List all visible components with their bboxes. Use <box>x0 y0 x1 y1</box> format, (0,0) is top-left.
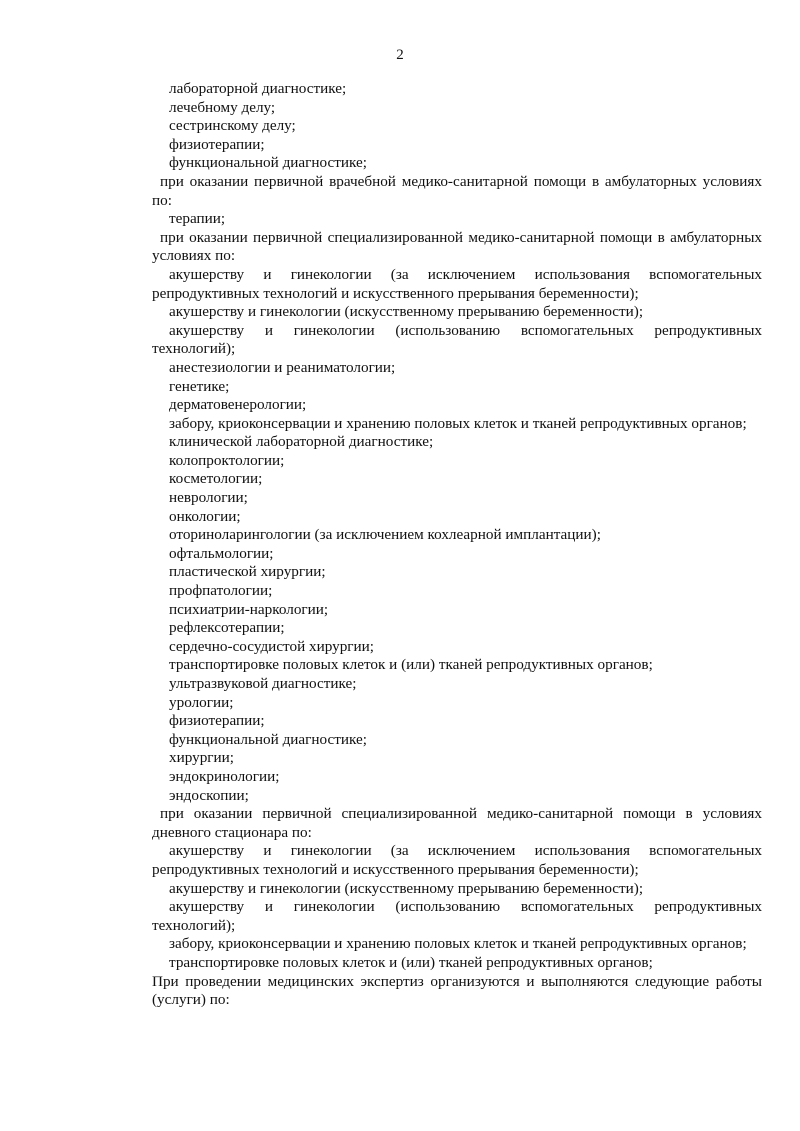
list-item: акушерству и гинекологии (искусственному прерыванию беременности); <box>169 879 644 897</box>
section-intro: при оказании первичной врачебной медико-санитарной помощи в амбулаторных условиях по: <box>152 172 762 209</box>
list-item: забору, криоконсервации и хранению половых клеток и тканей репродуктивных органов; <box>169 414 747 432</box>
list-item: психиатрии-наркологии; <box>169 600 329 618</box>
section-intro: при оказании первичной специализированной медико-санитарной помощи в условиях дневного стационара по: <box>152 805 762 841</box>
list-item: хирургии; <box>169 749 235 767</box>
list-item: функциональной диагностике; <box>169 730 367 748</box>
list-item: онкологии; <box>169 507 241 525</box>
list-item: колопроктологии; <box>169 451 285 469</box>
list-item: транспортировке половых клеток и (или) тканей репродуктивных органов; <box>169 953 653 971</box>
list-item: терапии; <box>169 210 226 228</box>
list-item: дерматовенерологии; <box>169 396 307 414</box>
list-item: лечебному делу; <box>169 98 276 116</box>
list-item: забору, криоконсервации и хранению половых клеток и тканей репродуктивных органов; <box>169 935 747 953</box>
list-item: пластической хирургии; <box>169 563 326 581</box>
list-item: клинической лабораторной диагностике; <box>169 433 434 451</box>
list-item: генетике; <box>169 377 230 395</box>
list-item: функциональной диагностике; <box>169 154 367 172</box>
list-item: акушерству и гинекологии (за исключением использования вспомогательных репродуктивных технологий и искусственного прерывания беременности); <box>152 265 762 302</box>
list-item: урологии; <box>169 693 234 711</box>
list-item: акушерству и гинекологии (использованию вспомогательных репродуктивных технологий); <box>152 321 762 358</box>
list-item: эндоскопии; <box>169 786 249 804</box>
list-item: анестезиологии и реаниматологии; <box>169 358 396 376</box>
list-item: неврологии; <box>169 489 248 507</box>
list-item: рефлексотерапии; <box>169 619 285 637</box>
list-item: акушерству и гинекологии (искусственному прерыванию беременности); <box>169 303 644 321</box>
document-body <box>152 80 762 1010</box>
list-item: транспортировке половых клеток и (или) тканей репродуктивных органов; <box>169 656 653 674</box>
list-item: акушерству и гинекологии (использованию вспомогательных репродуктивных технологий); <box>152 898 762 934</box>
list-item: косметологии; <box>169 470 263 488</box>
list-item: оториноларингологии (за исключением кохлеарной имплантации); <box>169 526 601 544</box>
list-item: физиотерапии; <box>169 135 265 153</box>
list-item: ультразвуковой диагностике; <box>169 675 357 692</box>
list-item: профпатологии; <box>169 582 273 600</box>
page-number: 2 <box>396 47 404 63</box>
list-item: лабораторной диагностике; <box>169 80 347 97</box>
list-item: сердечно-сосудистой хирургии; <box>169 637 375 655</box>
list-item: акушерству и гинекологии (за исключением использования вспомогательных репродуктивных технологий и искусственного прерывания беременности); <box>152 842 762 878</box>
section-intro: при оказании первичной специализированной медико-санитарной помощи в амбулаторных условиях по: <box>152 228 762 265</box>
list-item: эндокринологии; <box>169 767 280 785</box>
list-item: физиотерапии; <box>169 712 265 730</box>
list-item: офтальмологии; <box>169 544 274 562</box>
list-item: сестринскому делу; <box>169 117 296 135</box>
paragraph: При проведении медицинских экспертиз организуются и выполняются следующие работы (услуги) по: <box>152 972 762 1009</box>
